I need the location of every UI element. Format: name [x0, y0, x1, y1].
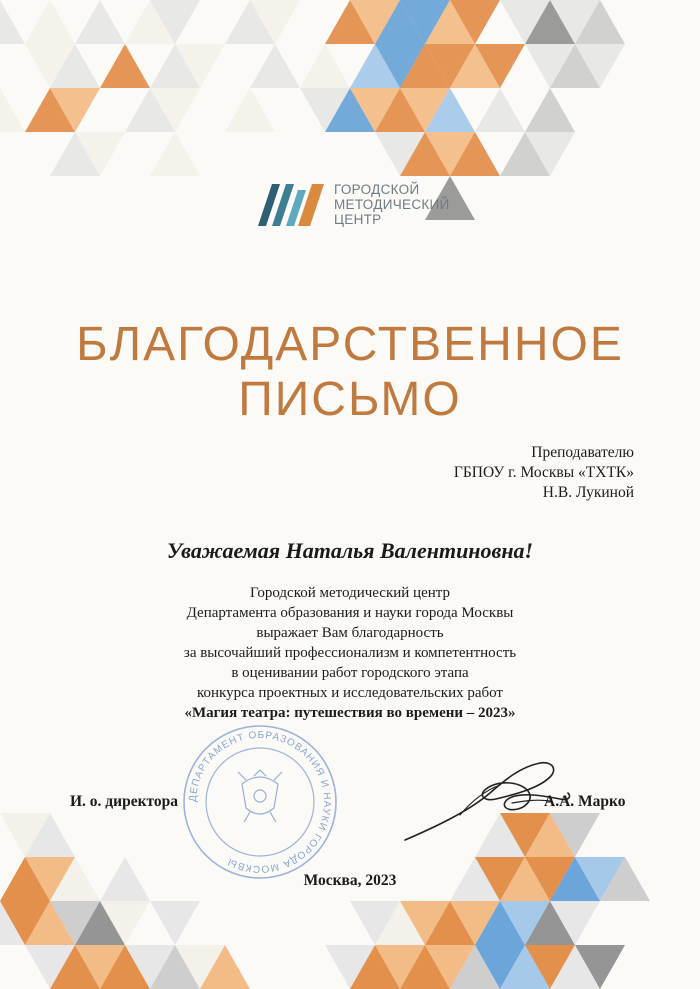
body-line-7: «Магия театра: путешествия во времени – 2023» [184, 705, 516, 721]
coat-of-arms-icon [238, 770, 282, 822]
logo-mark-icon [258, 180, 328, 228]
body-line-3: выражает Вам благодарность [256, 625, 444, 641]
addressee-line-2: ГБПОУ г. Москвы «ТХТК» [453, 464, 634, 481]
signatory-name: А.А. Марко [544, 793, 626, 810]
document-title-line-1: БЛАГОДАРСТВЕННОЕ [76, 318, 624, 371]
document-title-line-2: ПИСЬМО [238, 373, 462, 426]
logo-text [334, 182, 450, 227]
body-line-6: конкурса проектных и исследовательских работ [196, 685, 503, 701]
addressee-block [454, 443, 634, 503]
seal-text: ДЕПАРТАМЕНТ ОБРАЗОВАНИЯ И НАУКИ ГОРОДА МОСКВЫ [187, 729, 333, 875]
letter-body [0, 583, 700, 723]
decorative-triangle [150, 901, 200, 945]
addressee-line-3: Н.В. Лукиной [542, 484, 634, 501]
logo-line-3: ЦЕНТР [334, 212, 382, 227]
official-seal [180, 722, 340, 882]
addressee-line-1: Преподавателю [531, 444, 634, 461]
director-position: И. о. директора [70, 793, 179, 810]
city-and-year: Москва, 2023 [303, 872, 397, 889]
city-methodical-center-logo [258, 180, 458, 230]
body-line-5: в оценивании работ городского этапа [231, 665, 469, 681]
body-line-4: за высочайший профессионализм и компетентность [183, 645, 517, 661]
body-line-2: Департамента образования и науки города Москвы [186, 605, 514, 621]
logo-line-2: МЕТОДИЧЕСКИЙ [334, 197, 450, 212]
logo-line-1: ГОРОДСКОЙ [334, 182, 420, 197]
body-line-1: Городской методический центр [249, 585, 451, 601]
greeting: Уважаемая Наталья Валентиновна! [166, 538, 534, 563]
